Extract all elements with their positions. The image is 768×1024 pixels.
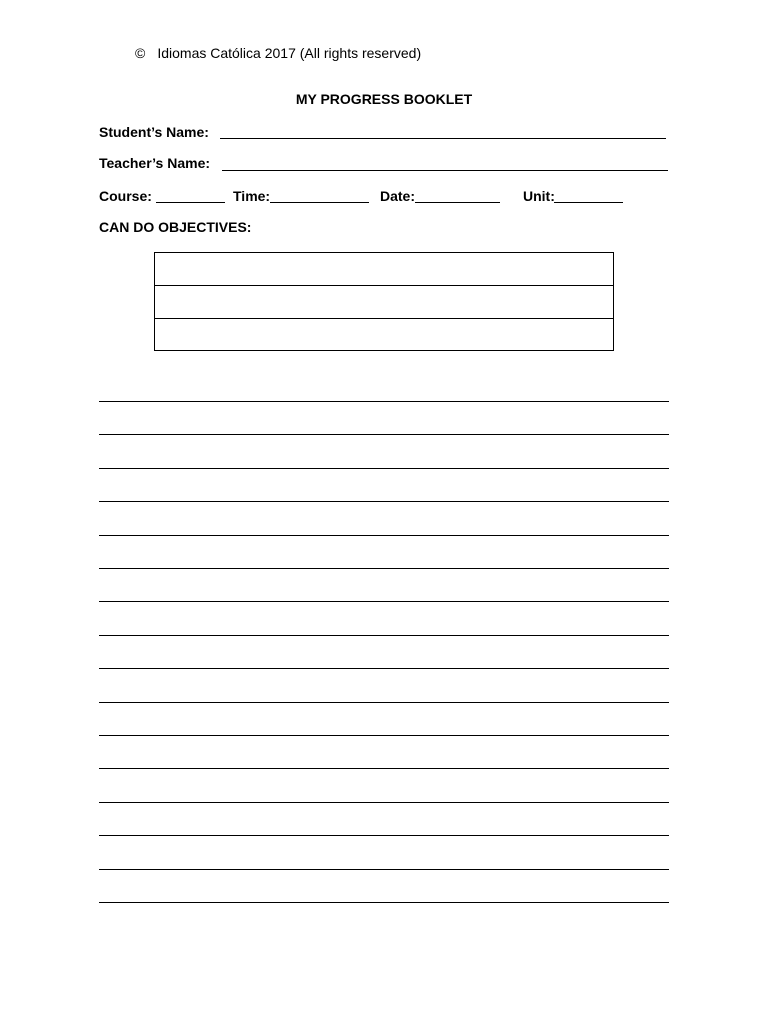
copyright-symbol: © (135, 45, 146, 61)
writing-line[interactable] (99, 601, 669, 602)
student-name-label: Student’s Name: (99, 124, 209, 140)
objectives-table (154, 252, 614, 351)
writing-line[interactable] (99, 468, 669, 469)
writing-line[interactable] (99, 768, 669, 769)
writing-line[interactable] (99, 869, 669, 870)
student-name-field[interactable] (220, 138, 666, 139)
writing-line[interactable] (99, 902, 669, 903)
time-label: Time: (233, 188, 271, 204)
teacher-name-field[interactable] (222, 170, 668, 171)
can-do-objectives-heading: CAN DO OBJECTIVES: (99, 219, 252, 235)
course-field[interactable] (156, 202, 225, 203)
writing-line[interactable] (99, 802, 669, 803)
objective-row[interactable] (155, 286, 613, 319)
writing-line[interactable] (99, 501, 669, 502)
writing-line[interactable] (99, 735, 669, 736)
copyright-text: Idiomas Católica 2017 (All rights reserved) (157, 45, 422, 61)
writing-line[interactable] (99, 635, 669, 636)
unit-field[interactable] (554, 202, 623, 203)
writing-line[interactable] (99, 434, 669, 435)
objective-row[interactable] (155, 319, 613, 352)
copyright-notice (135, 45, 421, 61)
writing-line[interactable] (99, 702, 669, 703)
objective-row[interactable] (155, 253, 613, 286)
writing-line[interactable] (99, 668, 669, 669)
date-field[interactable] (415, 202, 500, 203)
writing-line[interactable] (99, 401, 669, 402)
date-label: Date: (380, 188, 416, 204)
teacher-name-label: Teacher’s Name: (99, 155, 211, 171)
page-title: MY PROGRESS BOOKLET (295, 91, 473, 107)
unit-label: Unit: (523, 188, 555, 204)
writing-line[interactable] (99, 535, 669, 536)
course-label: Course: (99, 188, 152, 204)
time-field[interactable] (270, 202, 369, 203)
writing-line[interactable] (99, 835, 669, 836)
writing-line[interactable] (99, 568, 669, 569)
